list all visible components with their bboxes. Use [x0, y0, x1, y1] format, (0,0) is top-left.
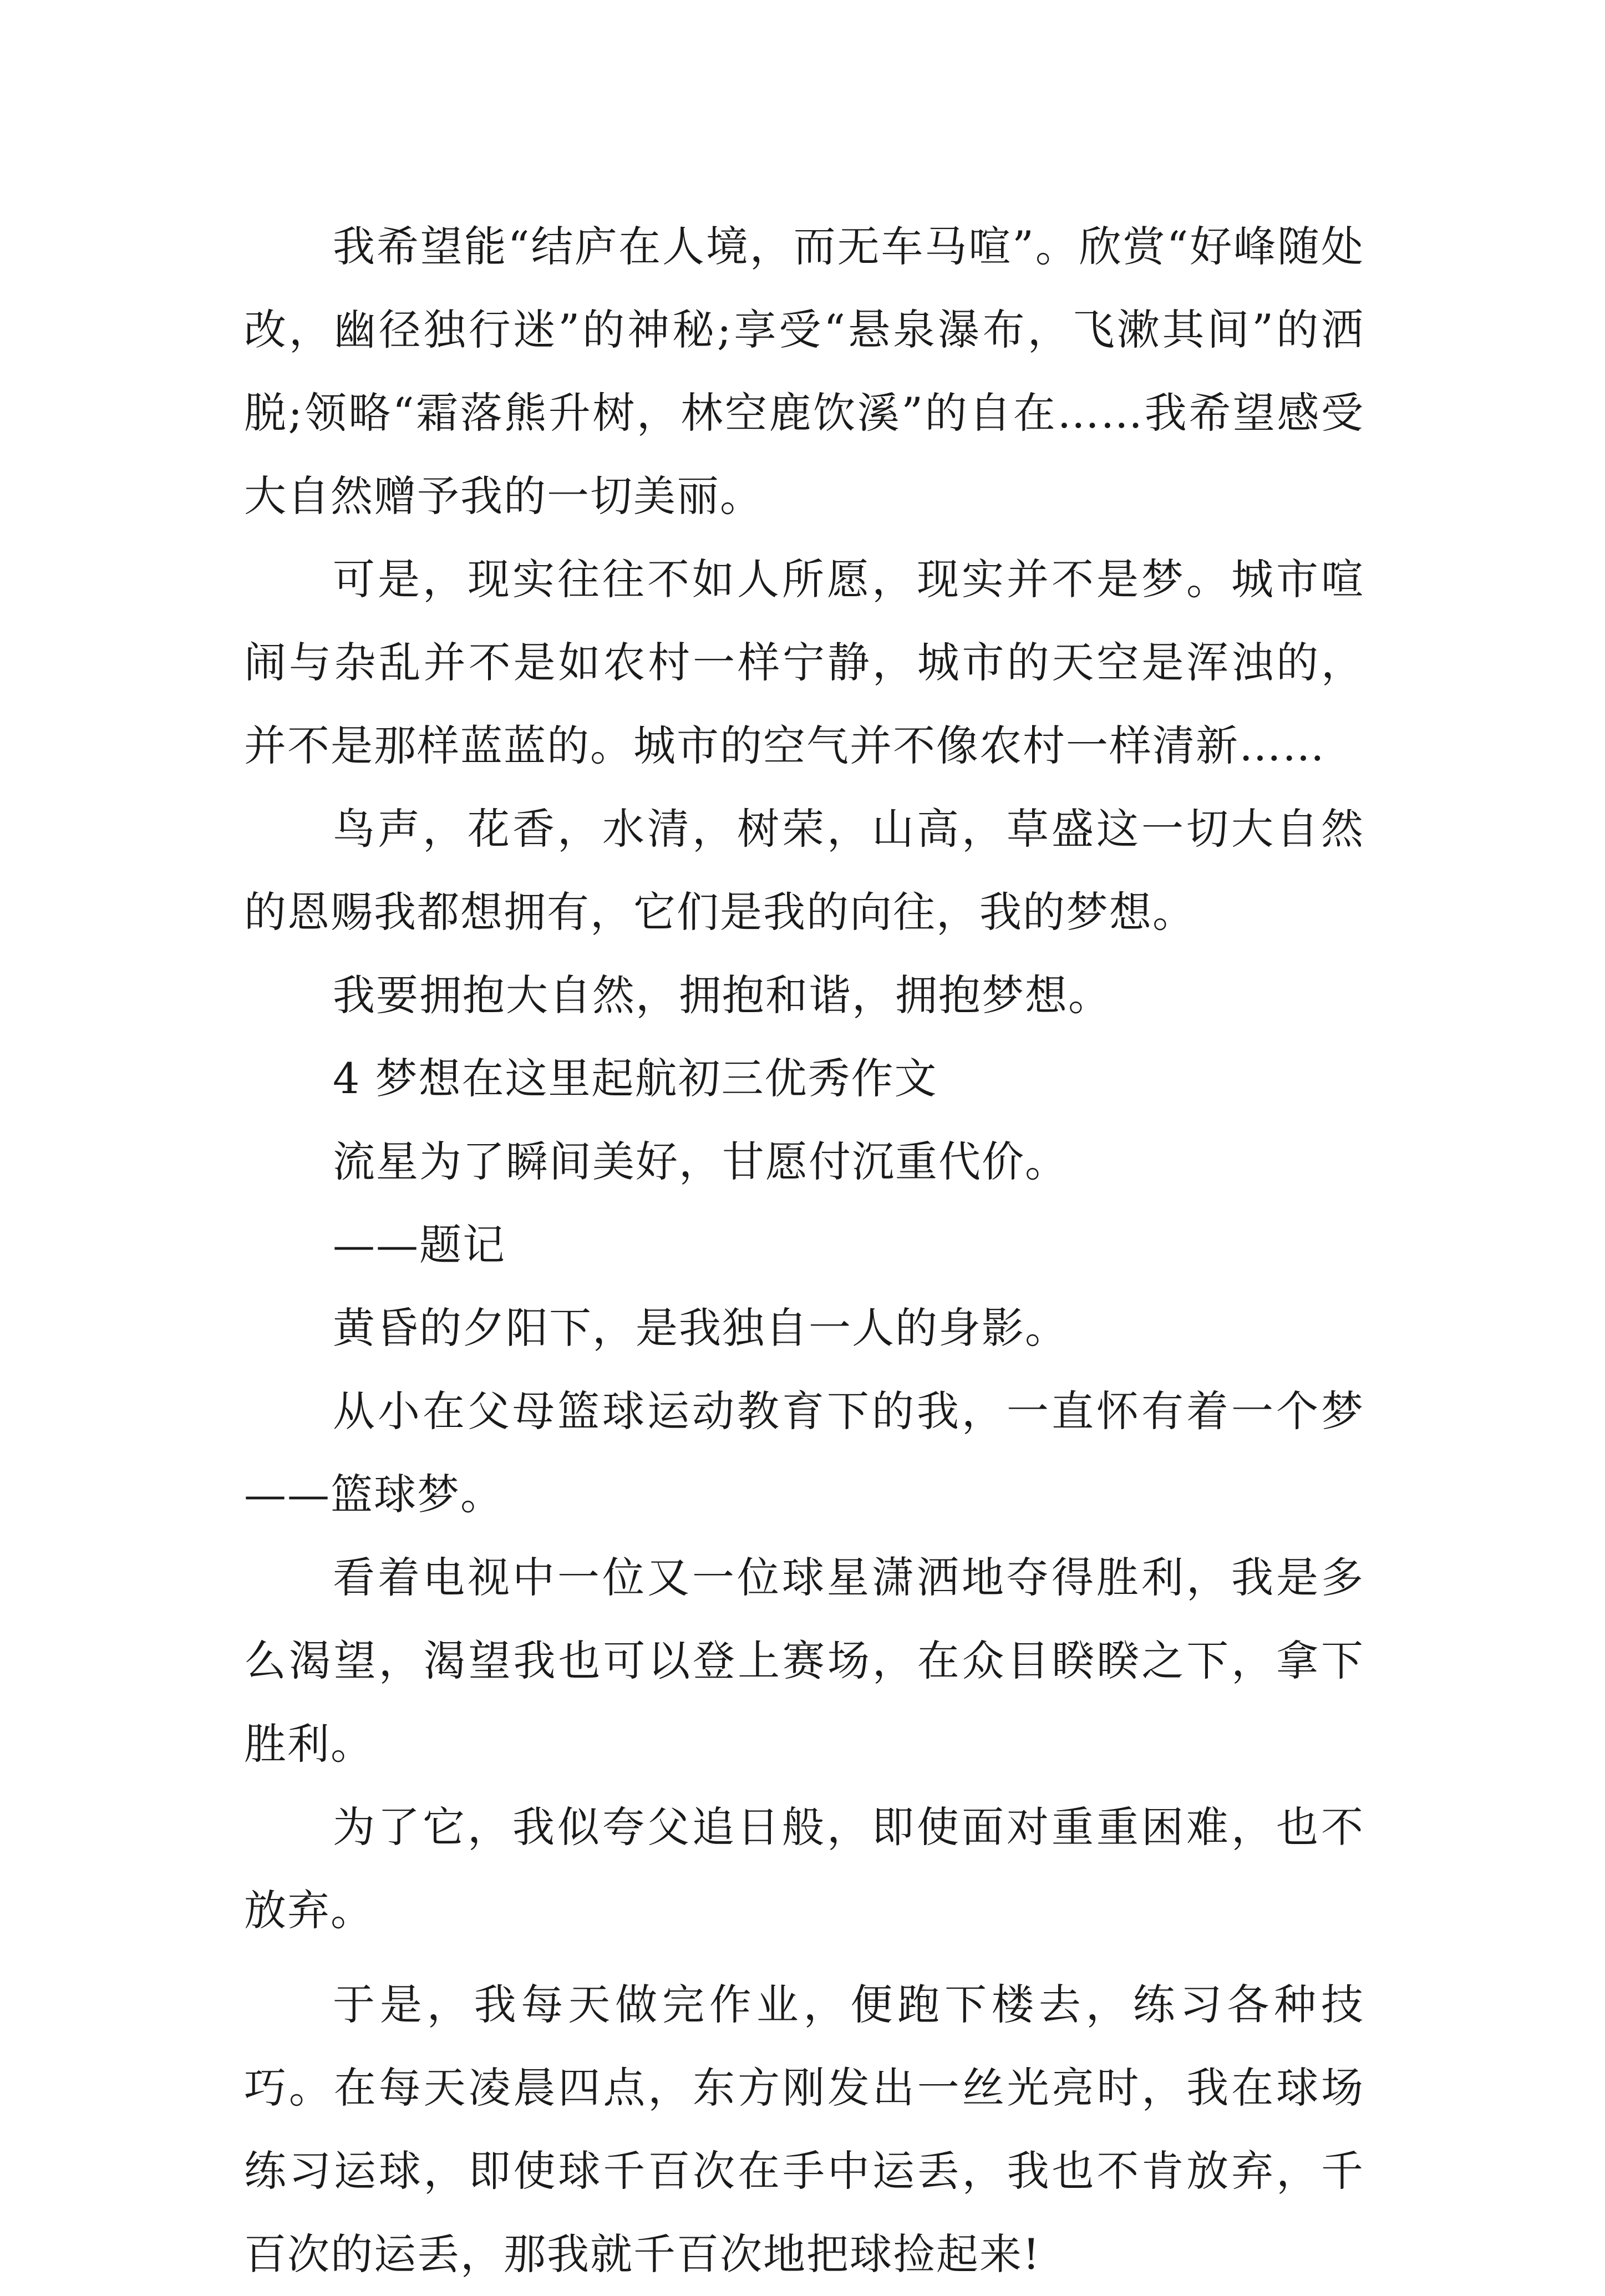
paragraph-2: 可是，现实往往不如人所愿，现实并不是梦。城市喧闹与杂乱并不是如农村一样宁静，城市的天空是浑浊的，并不是那样蓝蓝的。城市的空气并不像农村一样清新……	[244, 555, 1364, 770]
paragraph-6: 从小在父母篮球运动教育下的我，一直怀有着一个梦——篮球梦。	[244, 1386, 1364, 1519]
paragraph-1: 我希望能“结庐在人境，而无车马喧”。欣赏“好峰随处改，幽径独行迷”的神秘;享受“悬泉瀑布，飞漱其间”的洒脱;领略“霜落熊升树，林空鹿饮溪”的自在……我希望感受大自然赠予我的一切美丽。	[244, 222, 1364, 521]
paragraph-4: 我要拥抱大自然，拥抱和谐，拥抱梦想。	[333, 971, 1111, 1020]
epigraph: 流星为了瞬间美好，甘愿付沉重代价。	[333, 1137, 1068, 1186]
paragraph-spacer	[244, 1952, 1364, 1963]
paragraph-8: 为了它，我似夸父追日般，即使面对重重困难，也不放弃。	[244, 1802, 1364, 1935]
paragraph-5: 黄昏的夕阳下，是我独自一人的身影。	[333, 1303, 1068, 1353]
document-body	[244, 205, 1364, 2296]
paragraph-9: 于是，我每天做完作业，便跑下楼去，练习各种技巧。在每天凌晨四点，东方刚发出一丝光亮时，我在球场练习运球，即使球千百次在手中运丢，我也不肯放弃，千百次的运丢，那我就千百次地把球捡起来!	[244, 1980, 1364, 2279]
epigraph-attribution: ——题记	[333, 1220, 506, 1269]
essay-title: 4 梦想在这里起航初三优秀作文	[333, 1054, 938, 1103]
paragraph-7: 看着电视中一位又一位球星潇洒地夺得胜利，我是多么渴望，渴望我也可以登上赛场，在众目睽睽之下，拿下胜利。	[244, 1553, 1364, 1769]
paragraph-3: 鸟声，花香，水清，树荣，山高，草盛这一切大自然的恩赐我都想拥有，它们是我的向往，我的梦想。	[244, 804, 1364, 937]
